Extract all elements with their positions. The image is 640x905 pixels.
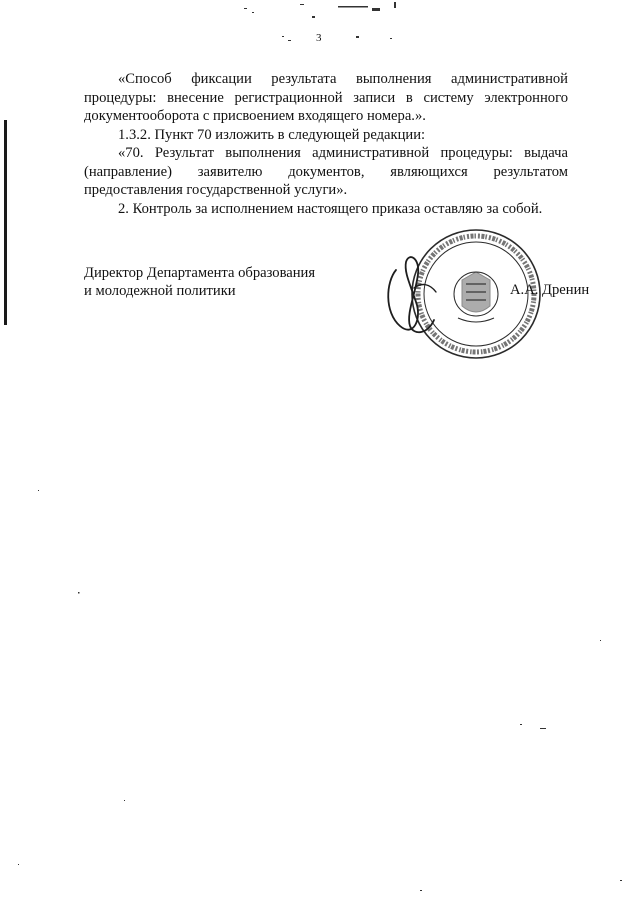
paragraph-point-70-intro: 1.3.2. Пункт 70 изложить в следующей редакции: xyxy=(118,126,426,143)
signature-position-line-1: Директор Департамента образования xyxy=(84,265,316,281)
paragraph-control: 2. Контроль за исполнением настоящего приказа оставляю за собой. xyxy=(118,200,543,217)
scan-edge-bar xyxy=(4,120,7,325)
signature-position xyxy=(84,264,315,300)
signer-name: А.А. Дренин xyxy=(510,282,590,298)
document-body xyxy=(84,70,568,218)
seal-emblem xyxy=(454,272,498,322)
paragraph-fixation-method: «Способ фиксации результата выполнения административной процедуры: внесение регистрационной записи в систему электронного документооборота с присвоением входящего номера.». xyxy=(84,71,568,124)
signature-position-line-2: и молодежной политики xyxy=(84,283,236,299)
page-number: 3 xyxy=(316,32,322,44)
handwritten-signature xyxy=(388,257,434,332)
paragraph-point-70-text: «70. Результат выполнения административной процедуры: выдача (направление) заявителю документов, являющихся результатом предоставления государственной услуги». xyxy=(84,145,568,198)
